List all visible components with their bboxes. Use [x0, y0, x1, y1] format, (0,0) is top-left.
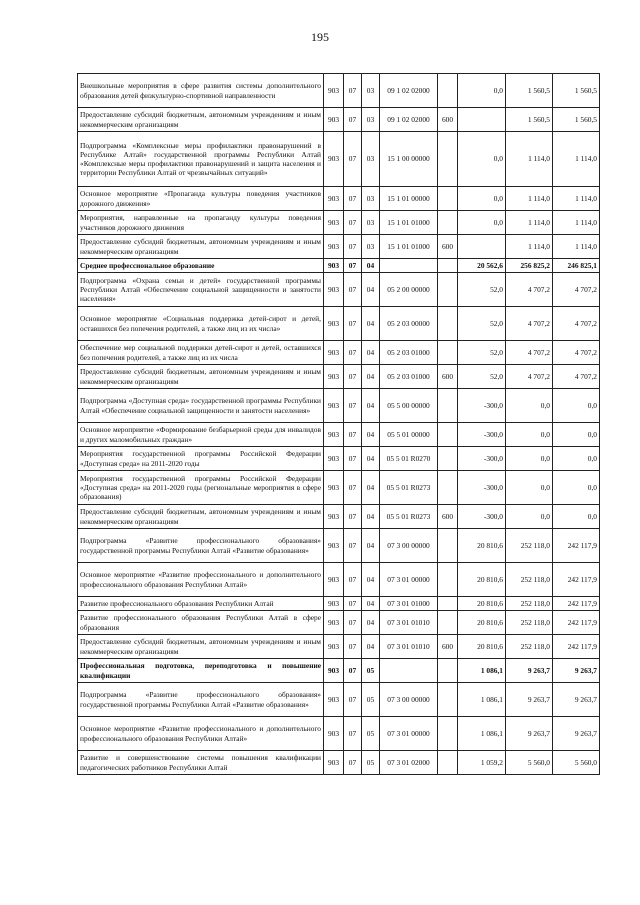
row-name-cell: Развитие профессионального образования Республики Алтай в сфере образования [78, 611, 324, 635]
table-row [78, 74, 600, 108]
amount-total-cell: 1 560,5 [553, 108, 600, 132]
table-row [78, 108, 600, 132]
expense-type-cell [438, 447, 458, 471]
ministry-code-cell: 903 [324, 307, 344, 341]
expense-type-cell [438, 751, 458, 775]
ministry-code-cell: 903 [324, 505, 344, 529]
amount-year-cell: 1 114,0 [506, 132, 553, 187]
section-code-cell: 07 [344, 447, 362, 471]
subsection-code-cell: 05 [362, 717, 380, 751]
subsection-code-cell: 03 [362, 211, 380, 235]
table-row [78, 447, 600, 471]
row-name-cell: Подпрограмма «Доступная среда» государственной программы Республики Алтай «Обеспечение социальной защищенности и занятости населения» [78, 389, 324, 423]
amount-change-cell: 0,0 [458, 211, 506, 235]
table-row [78, 423, 600, 447]
expense-type-cell [438, 529, 458, 563]
budget-table [77, 73, 600, 775]
section-code-cell: 07 [344, 389, 362, 423]
table-row [78, 717, 600, 751]
amount-change-cell: 52,0 [458, 341, 506, 365]
target-article-cell [380, 259, 438, 273]
ministry-code-cell: 903 [324, 341, 344, 365]
subsection-code-cell: 03 [362, 187, 380, 211]
section-code-cell: 07 [344, 211, 362, 235]
amount-year-cell: 4 707,2 [506, 307, 553, 341]
amount-change-cell [458, 108, 506, 132]
ministry-code-cell: 903 [324, 273, 344, 307]
amount-year-cell: 0,0 [506, 389, 553, 423]
subsection-code-cell: 04 [362, 423, 380, 447]
amount-change-cell: 52,0 [458, 365, 506, 389]
row-name-cell: Предоставление субсидий бюджетным, автономным учреждениям и иным некоммерческим организациям [78, 108, 324, 132]
section-code-cell: 07 [344, 659, 362, 683]
amount-total-cell: 4 707,2 [553, 273, 600, 307]
ministry-code-cell: 903 [324, 659, 344, 683]
subsection-code-cell: 04 [362, 365, 380, 389]
amount-change-cell: 1 086,1 [458, 659, 506, 683]
amount-year-cell: 1 560,5 [506, 74, 553, 108]
row-name-cell: Подпрограмма «Развитие профессионального образования» государственной программы Республики Алтай «Развитие образования» [78, 683, 324, 717]
ministry-code-cell: 903 [324, 132, 344, 187]
table-row [78, 259, 600, 273]
target-article-cell: 07 3 01 00000 [380, 563, 438, 597]
expense-type-cell: 600 [438, 235, 458, 259]
expense-type-cell [438, 211, 458, 235]
row-name-cell: Среднее профессиональное образование [78, 259, 324, 273]
target-article-cell: 09 1 02 02000 [380, 74, 438, 108]
amount-total-cell: 1 114,0 [553, 187, 600, 211]
budget-table-body [78, 74, 600, 775]
ministry-code-cell: 903 [324, 365, 344, 389]
subsection-code-cell: 03 [362, 235, 380, 259]
section-code-cell: 07 [344, 563, 362, 597]
subsection-code-cell: 04 [362, 307, 380, 341]
expense-type-cell [438, 187, 458, 211]
amount-change-cell: 1 059,2 [458, 751, 506, 775]
amount-total-cell: 242 117,9 [553, 597, 600, 611]
amount-change-cell: 0,0 [458, 132, 506, 187]
target-article-cell: 05 2 03 01000 [380, 365, 438, 389]
ministry-code-cell: 903 [324, 235, 344, 259]
target-article-cell: 05 5 00 00000 [380, 389, 438, 423]
row-name-cell: Подпрограмма «Развитие профессионального образования» государственной программы Республики Алтай «Развитие образования» [78, 529, 324, 563]
row-name-cell: Обеспечение мер социальной поддержки детей-сирот и детей, оставшихся без попечения родителей, а также лиц из их числа [78, 341, 324, 365]
target-article-cell: 07 3 01 01010 [380, 611, 438, 635]
ministry-code-cell: 903 [324, 597, 344, 611]
amount-total-cell: 1 114,0 [553, 211, 600, 235]
amount-year-cell: 252 118,0 [506, 635, 553, 659]
target-article-cell: 07 3 01 00000 [380, 717, 438, 751]
table-row [78, 563, 600, 597]
row-name-cell: Предоставление субсидий бюджетным, автономным учреждениям и иным некоммерческим организациям [78, 235, 324, 259]
section-code-cell: 07 [344, 341, 362, 365]
target-article-cell: 05 5 01 R0270 [380, 447, 438, 471]
section-code-cell: 07 [344, 132, 362, 187]
table-row [78, 505, 600, 529]
subsection-code-cell: 04 [362, 259, 380, 273]
amount-change-cell: 20 810,6 [458, 611, 506, 635]
ministry-code-cell: 903 [324, 563, 344, 597]
section-code-cell: 07 [344, 307, 362, 341]
expense-type-cell [438, 389, 458, 423]
expense-type-cell [438, 471, 458, 505]
target-article-cell: 05 5 01 R0273 [380, 505, 438, 529]
amount-year-cell: 252 118,0 [506, 597, 553, 611]
expense-type-cell [438, 597, 458, 611]
section-code-cell: 07 [344, 259, 362, 273]
amount-change-cell: 52,0 [458, 273, 506, 307]
table-row [78, 751, 600, 775]
amount-year-cell: 0,0 [506, 505, 553, 529]
amount-total-cell: 4 707,2 [553, 341, 600, 365]
amount-total-cell: 9 263,7 [553, 659, 600, 683]
expense-type-cell [438, 683, 458, 717]
section-code-cell: 07 [344, 273, 362, 307]
section-code-cell: 07 [344, 365, 362, 389]
section-code-cell: 07 [344, 529, 362, 563]
expense-type-cell [438, 563, 458, 597]
subsection-code-cell: 04 [362, 611, 380, 635]
table-row [78, 659, 600, 683]
row-name-cell: Мероприятия государственной программы Российской Федерации «Доступная среда» на 2011-2020 годы (региональные мероприятия в сфере образования) [78, 471, 324, 505]
amount-change-cell: -300,0 [458, 505, 506, 529]
amount-total-cell: 242 117,9 [553, 529, 600, 563]
ministry-code-cell: 903 [324, 471, 344, 505]
ministry-code-cell: 903 [324, 389, 344, 423]
table-row [78, 611, 600, 635]
amount-total-cell: 4 707,2 [553, 307, 600, 341]
amount-total-cell: 1 114,0 [553, 235, 600, 259]
subsection-code-cell: 04 [362, 273, 380, 307]
amount-year-cell: 9 263,7 [506, 717, 553, 751]
row-name-cell: Основное мероприятие «Социальная поддержка детей-сирот и детей, оставшихся без попечения родителей, а также лиц из их числа» [78, 307, 324, 341]
section-code-cell: 07 [344, 235, 362, 259]
row-name-cell: Предоставление субсидий бюджетным, автономным учреждениям и иным некоммерческим организациям [78, 505, 324, 529]
target-article-cell: 05 2 00 00000 [380, 273, 438, 307]
amount-change-cell: 20 562,6 [458, 259, 506, 273]
subsection-code-cell: 03 [362, 74, 380, 108]
expense-type-cell: 600 [438, 635, 458, 659]
subsection-code-cell: 05 [362, 683, 380, 717]
amount-total-cell: 242 117,9 [553, 611, 600, 635]
table-row [78, 273, 600, 307]
ministry-code-cell: 903 [324, 211, 344, 235]
target-article-cell [380, 659, 438, 683]
amount-change-cell: 20 810,6 [458, 529, 506, 563]
subsection-code-cell: 05 [362, 659, 380, 683]
ministry-code-cell: 903 [324, 635, 344, 659]
amount-year-cell: 1 560,5 [506, 108, 553, 132]
amount-change-cell: 1 086,1 [458, 717, 506, 751]
target-article-cell: 15 1 00 00000 [380, 132, 438, 187]
subsection-code-cell: 04 [362, 471, 380, 505]
amount-total-cell: 0,0 [553, 423, 600, 447]
ministry-code-cell: 903 [324, 683, 344, 717]
amount-total-cell: 0,0 [553, 505, 600, 529]
table-row [78, 307, 600, 341]
section-code-cell: 07 [344, 423, 362, 447]
amount-year-cell: 9 263,7 [506, 683, 553, 717]
expense-type-cell: 600 [438, 365, 458, 389]
amount-year-cell: 1 114,0 [506, 235, 553, 259]
target-article-cell: 15 1 01 01000 [380, 211, 438, 235]
row-name-cell: Развитие и совершенствование системы повышения квалификации педагогических работников Республики Алтай [78, 751, 324, 775]
section-code-cell: 07 [344, 187, 362, 211]
expense-type-cell [438, 132, 458, 187]
row-name-cell: Профессиональная подготовка, переподготовка и повышение квалификации [78, 659, 324, 683]
ministry-code-cell: 903 [324, 423, 344, 447]
ministry-code-cell: 903 [324, 108, 344, 132]
amount-year-cell: 252 118,0 [506, 529, 553, 563]
amount-year-cell: 4 707,2 [506, 273, 553, 307]
amount-year-cell: 252 118,0 [506, 611, 553, 635]
amount-change-cell: -300,0 [458, 447, 506, 471]
row-name-cell: Основное мероприятие «Развитие профессионального и дополнительного профессионального образования Республики Алтай» [78, 717, 324, 751]
target-article-cell: 07 3 01 01010 [380, 635, 438, 659]
target-article-cell: 05 2 03 01000 [380, 341, 438, 365]
amount-change-cell: 0,0 [458, 187, 506, 211]
subsection-code-cell: 03 [362, 108, 380, 132]
subsection-code-cell: 04 [362, 597, 380, 611]
ministry-code-cell: 903 [324, 529, 344, 563]
amount-total-cell: 9 263,7 [553, 683, 600, 717]
section-code-cell: 07 [344, 717, 362, 751]
amount-change-cell: 20 810,6 [458, 597, 506, 611]
amount-year-cell: 0,0 [506, 471, 553, 505]
amount-year-cell: 1 114,0 [506, 187, 553, 211]
row-name-cell: Основное мероприятие «Пропаганда культуры поведения участников дорожного движения» [78, 187, 324, 211]
table-row [78, 389, 600, 423]
expense-type-cell [438, 611, 458, 635]
expense-type-cell [438, 659, 458, 683]
amount-total-cell: 0,0 [553, 471, 600, 505]
section-code-cell: 07 [344, 505, 362, 529]
row-name-cell: Подпрограмма «Комплексные меры профилактики правонарушений в Республике Алтай» государственной программы Республики Алтай «Комплексные меры профилактики правонарушений и защита населения и территории Республики Алтай от чрезвычайных ситуаций» [78, 132, 324, 187]
expense-type-cell: 600 [438, 108, 458, 132]
amount-change-cell: 0,0 [458, 74, 506, 108]
target-article-cell: 07 3 00 00000 [380, 529, 438, 563]
row-name-cell: Внешкольные мероприятия в сфере развития системы дополнительного образования детей физкультурно-спортивной направленности [78, 74, 324, 108]
subsection-code-cell: 04 [362, 529, 380, 563]
table-row [78, 211, 600, 235]
row-name-cell: Основное мероприятие «Формирование безбарьерной среды для инвалидов и других маломобильных граждан» [78, 423, 324, 447]
expense-type-cell [438, 307, 458, 341]
amount-change-cell: -300,0 [458, 389, 506, 423]
table-row [78, 341, 600, 365]
amount-total-cell: 242 117,9 [553, 563, 600, 597]
row-name-cell: Мероприятия государственной программы Российской Федерации «Доступная среда» на 2011-2020 годы [78, 447, 324, 471]
expense-type-cell [438, 341, 458, 365]
amount-total-cell: 1 560,5 [553, 74, 600, 108]
target-article-cell: 07 3 01 02000 [380, 751, 438, 775]
table-row [78, 529, 600, 563]
amount-total-cell: 0,0 [553, 389, 600, 423]
row-name-cell: Мероприятия, направленные на пропаганду культуры поведения участников дорожного движения [78, 211, 324, 235]
subsection-code-cell: 04 [362, 635, 380, 659]
table-row [78, 235, 600, 259]
expense-type-cell [438, 423, 458, 447]
target-article-cell: 05 5 01 00000 [380, 423, 438, 447]
target-article-cell: 05 5 01 R0273 [380, 471, 438, 505]
ministry-code-cell: 903 [324, 74, 344, 108]
amount-year-cell: 9 263,7 [506, 659, 553, 683]
target-article-cell: 15 1 01 01000 [380, 235, 438, 259]
expense-type-cell [438, 717, 458, 751]
section-code-cell: 07 [344, 74, 362, 108]
ministry-code-cell: 903 [324, 717, 344, 751]
amount-change-cell: -300,0 [458, 471, 506, 505]
row-name-cell: Основное мероприятие «Развитие профессионального и дополнительного профессионального образования Республики Алтай» [78, 563, 324, 597]
amount-change-cell: -300,0 [458, 423, 506, 447]
subsection-code-cell: 03 [362, 132, 380, 187]
ministry-code-cell: 903 [324, 751, 344, 775]
amount-total-cell: 5 560,0 [553, 751, 600, 775]
amount-year-cell: 0,0 [506, 447, 553, 471]
amount-year-cell: 5 560,0 [506, 751, 553, 775]
amount-year-cell: 252 118,0 [506, 563, 553, 597]
table-row [78, 597, 600, 611]
expense-type-cell: 600 [438, 505, 458, 529]
table-row [78, 683, 600, 717]
subsection-code-cell: 04 [362, 389, 380, 423]
table-row [78, 365, 600, 389]
target-article-cell: 15 1 01 00000 [380, 187, 438, 211]
amount-year-cell: 256 825,2 [506, 259, 553, 273]
target-article-cell: 05 2 03 00000 [380, 307, 438, 341]
row-name-cell: Подпрограмма «Охрана семьи и детей» государственной программы Республики Алтай «Обеспечение социальной защищенности и занятости населения» [78, 273, 324, 307]
amount-total-cell: 242 117,9 [553, 635, 600, 659]
amount-year-cell: 0,0 [506, 423, 553, 447]
amount-total-cell: 0,0 [553, 447, 600, 471]
amount-change-cell: 1 086,1 [458, 683, 506, 717]
table-row [78, 132, 600, 187]
section-code-cell: 07 [344, 635, 362, 659]
target-article-cell: 09 1 02 02000 [380, 108, 438, 132]
section-code-cell: 07 [344, 683, 362, 717]
target-article-cell: 07 3 00 00000 [380, 683, 438, 717]
section-code-cell: 07 [344, 108, 362, 132]
page-number: 195 [311, 30, 329, 44]
table-row [78, 187, 600, 211]
section-code-cell: 07 [344, 471, 362, 505]
ministry-code-cell: 903 [324, 259, 344, 273]
subsection-code-cell: 04 [362, 447, 380, 471]
section-code-cell: 07 [344, 611, 362, 635]
amount-total-cell: 4 707,2 [553, 365, 600, 389]
amount-year-cell: 4 707,2 [506, 341, 553, 365]
amount-change-cell: 20 810,6 [458, 635, 506, 659]
expense-type-cell [438, 74, 458, 108]
ministry-code-cell: 903 [324, 447, 344, 471]
ministry-code-cell: 903 [324, 187, 344, 211]
amount-total-cell: 9 263,7 [553, 717, 600, 751]
ministry-code-cell: 903 [324, 611, 344, 635]
row-name-cell: Предоставление субсидий бюджетным, автономным учреждениям и иным некоммерческим организациям [78, 365, 324, 389]
table-row [78, 635, 600, 659]
amount-total-cell: 1 114,0 [553, 132, 600, 187]
target-article-cell: 07 3 01 01000 [380, 597, 438, 611]
subsection-code-cell: 04 [362, 563, 380, 597]
subsection-code-cell: 04 [362, 341, 380, 365]
subsection-code-cell: 05 [362, 751, 380, 775]
amount-year-cell: 1 114,0 [506, 211, 553, 235]
expense-type-cell [438, 259, 458, 273]
amount-change-cell [458, 235, 506, 259]
section-code-cell: 07 [344, 597, 362, 611]
amount-year-cell: 4 707,2 [506, 365, 553, 389]
amount-change-cell: 20 810,6 [458, 563, 506, 597]
subsection-code-cell: 04 [362, 505, 380, 529]
expense-type-cell [438, 273, 458, 307]
section-code-cell: 07 [344, 751, 362, 775]
amount-change-cell: 52,0 [458, 307, 506, 341]
amount-total-cell: 246 825,1 [553, 259, 600, 273]
row-name-cell: Развитие профессионального образования Республики Алтай [78, 597, 324, 611]
table-row [78, 471, 600, 505]
row-name-cell: Предоставление субсидий бюджетным, автономным учреждениям и иным некоммерческим организациям [78, 635, 324, 659]
